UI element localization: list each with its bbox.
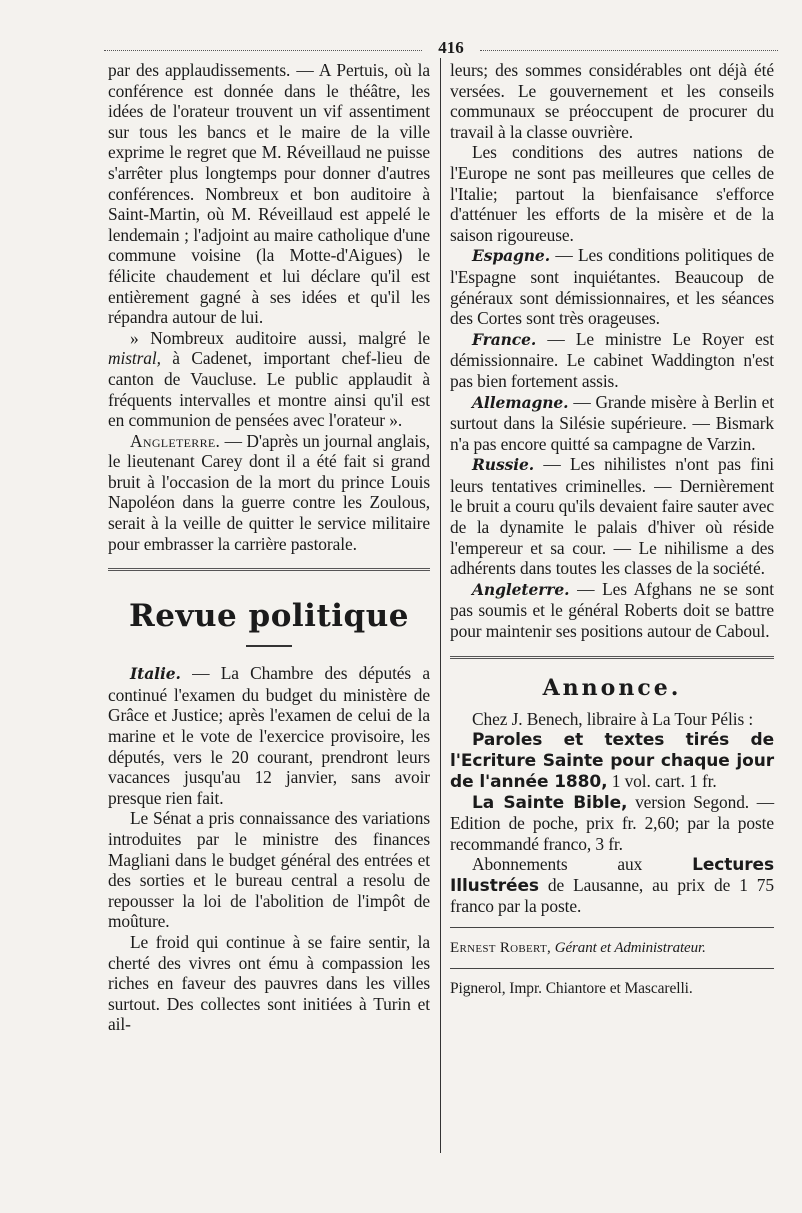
paragraph-france — [450, 329, 774, 392]
paragraph-text: » Nombreux auditoire aussi, malgré le — [130, 327, 430, 348]
paragraph-espagne — [450, 245, 774, 328]
country-label: Espagne. — [472, 246, 550, 266]
footer-separator — [450, 927, 774, 928]
country-label: Italie. — [130, 664, 181, 684]
book-details: version Segond. — Edition de poche, prix fr. 2,60; par la poste recommandé franco, 3 fr. — [450, 792, 774, 854]
italic-word: mistral, — [108, 348, 161, 369]
paragraph-text: — Les Afghans ne se sont pas soumis et le général Roberts doit se battre pour maintenir ses positions autour de Caboul. — [450, 578, 775, 642]
left-column — [108, 60, 430, 1035]
country-label: Russie. — [472, 455, 535, 475]
paragraph-text: — Le ministre Le Royer est démissionnaire. Le cabinet Waddington n'est pas bien fortement assis. — [450, 328, 774, 391]
paragraph-text: — La Chambre des députés a continué l'examen du budget du ministère de Grâce et Justice; après l'examen de celui de la marine et le vote de l'exercice provisoire, les députés, vers le 20 courant, prendront leurs vacances jusqu'au 12 janvier, sans avoir presque rien fait. — [108, 663, 431, 808]
paragraph-angleterre-carey — [108, 431, 430, 555]
page-number: 416 — [438, 38, 464, 57]
gerant-line — [450, 938, 774, 958]
column-divider — [440, 58, 441, 1153]
gerant-role: Gérant et Administrateur. — [554, 940, 706, 956]
section-title: Revue politique — [129, 598, 409, 635]
paragraph-russie — [450, 454, 774, 579]
paragraph-cadenet — [108, 328, 430, 431]
book-title: Paroles et textes tirés de l'Ecriture Sainte pour chaque jour de l'année 1880, — [450, 730, 774, 793]
paragraph-italie — [108, 663, 430, 808]
paragraph-text: de Lausanne, au prix de 1 75 franco par la poste. — [450, 875, 774, 917]
paragraph-text: — D'après un journal anglais, le lieutenant Carey dont il a été fait si grand bruit à l'occasion de la mort du prince Louis Napoléon dans la guerre contre les Zoulous, serait à la veille de quitter le service militaire pour embrasser la carrière pastorale. — [108, 430, 430, 554]
footer-separator — [450, 968, 774, 969]
section-separator — [108, 568, 430, 571]
section-separator — [450, 656, 774, 659]
annonce-abonnements — [450, 854, 774, 917]
annonce-title: Annonce. — [542, 674, 682, 701]
paragraph-froid: Le froid qui continue à se faire sentir, la cherté des vivres ont ému à compassion les riches en faveur des pauvres dans les villes surtout. Des collectes sont initiées à Turin et ail- — [108, 931, 430, 1035]
paragraph-text: Abonnements aux — [472, 854, 643, 875]
paragraph-conditions: Les conditions des autres nations de l'Europe ne sont pas meilleures que celles de l'Italie; partout la bienfaisance s'efforce d'atténuer les efforts de la misère et de la saison rigoureuse. — [450, 142, 774, 245]
book-title: La Sainte Bible, — [472, 793, 628, 814]
title-rule — [246, 645, 292, 647]
book-title: Lectures Illustrées — [450, 855, 774, 897]
paragraph-allemagne — [450, 392, 774, 455]
gerant-name: Ernest Robert, — [450, 940, 552, 956]
printer-line: Pignerol, Impr. Chiantore et Mascarelli. — [450, 980, 693, 997]
country-label: Angleterre. — [472, 579, 570, 599]
annonce-book-paroles — [450, 729, 774, 792]
right-column — [450, 60, 774, 999]
paragraph-continuation: leurs; des sommes considérables ont déjà été versées. Le gouvernement et les conseils communaux se préoccupent de procurer du travail à la classe ouvrière. — [450, 60, 774, 142]
paragraph-text: — Les nihilistes n'ont pas fini leurs tentatives criminelles. — Dernièrement le bruit a couru qu'ils devaient faire sauter avec de la dynamite le palais d'hiver où réside l'empereur et sa cour. — Le nihilisme a des adhérents dans toutes les classes de la société. — [450, 454, 774, 579]
book-details: 1 vol. cart. 1 fr. — [611, 771, 717, 792]
section-label: Angleterre. — [130, 430, 221, 451]
annonce-intro: Chez J. Benech, libraire à La Tour Pélis : — [472, 708, 754, 729]
paragraph-text: à Cadenet, important chef-lieu de canton de Vaucluse. Le public applaudit à fréquents intervalles et montre ainsi qu'il est en communion de pensées avec l'orateur ». — [108, 348, 430, 431]
paragraph-text: — Grande misère à Berlin et surtout dans la Silésie supérieure. — Bismark n'a pas encore quitté sa campagne de Varzin. — [450, 391, 774, 454]
paragraph-text: — Les conditions politiques de l'Espagne sont inquiétantes. Beaucoup de généraux sont démissionnaires, et les séances des Cortes sont très orageuses. — [450, 245, 774, 329]
annonce-book-bible — [450, 792, 774, 854]
paragraph-angleterre — [450, 579, 774, 642]
country-label: France. — [472, 329, 537, 349]
country-label: Allemagne. — [472, 392, 569, 412]
paragraph-senat: Le Sénat a pris connaissance des variations introduites par le ministre des finances Magliani dans le budget général des entrées et des sorties et le bureau central a resolu de repousser la loi de l'abolition de l'impôt de moûture. — [108, 808, 430, 932]
paragraph-reveillaud: par des applaudissements. — A Pertuis, où la conférence est donnée dans le théâtre, les idées de l'orateur trouvent un vif assentiment sur tous les bancs et le maire de la ville exprime le regret que M. Réveillaud ne puisse s'arrêter plus longtemps pour donner d'autres conférences. Nombreux et bon auditoire à Saint-Martin, où M. Réveillaud est appelé le lendemain ; l'adjoint au maire catholique d'une commune voisine (la Motte-d'Aigues) le félicite chaudement et lui déclare qu'il est entièrement gagné à ses idées et qu'il les répandra autour de lui. — [108, 60, 430, 328]
header-rule-left — [104, 50, 422, 51]
header-rule-right — [480, 50, 778, 51]
